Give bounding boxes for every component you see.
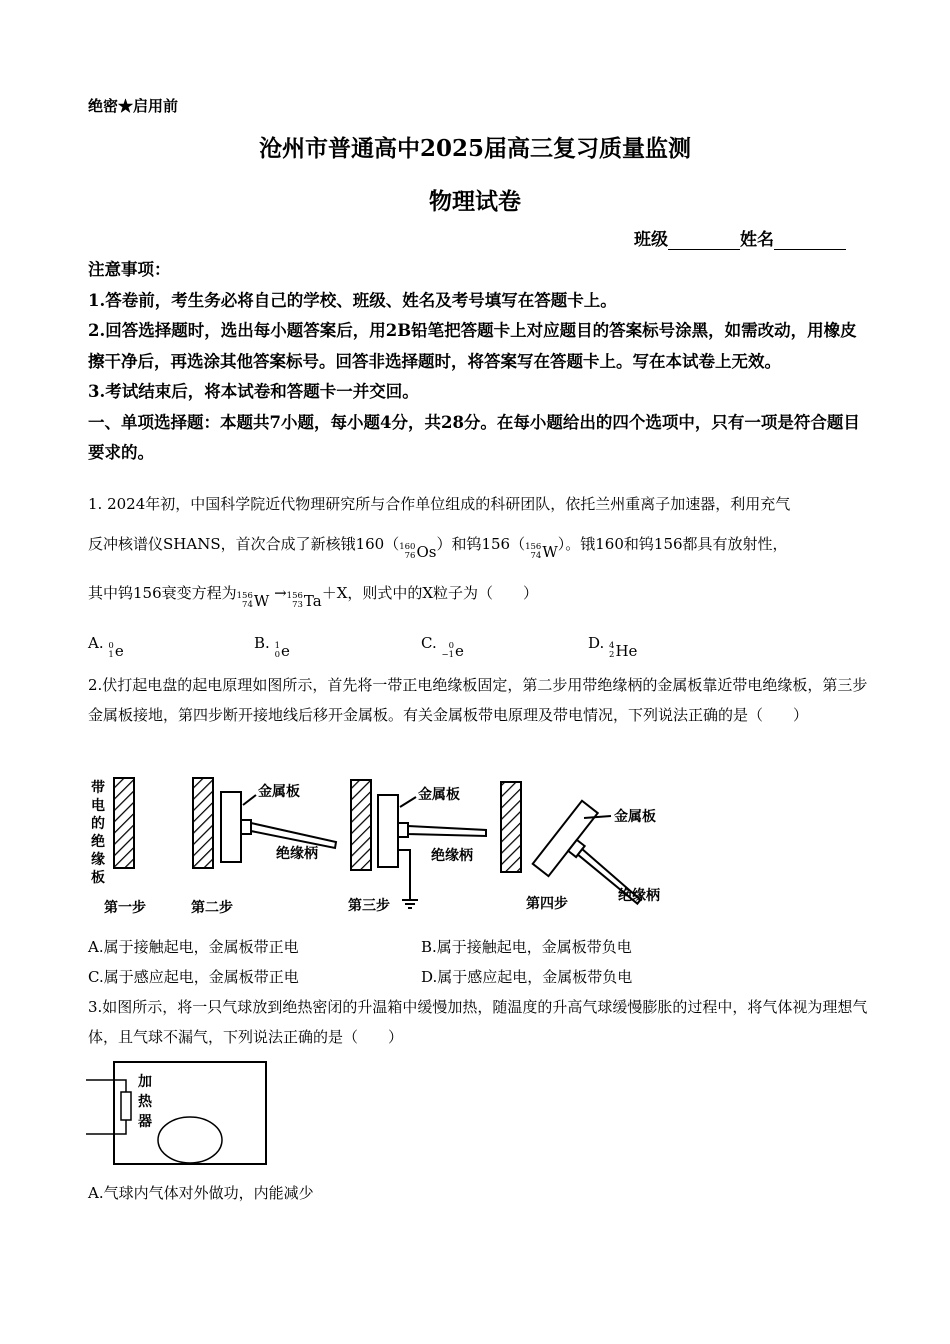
q1-option-a[interactable]: A. 0 1 e (88, 634, 124, 660)
handle-base-3 (398, 823, 408, 837)
exam-title: 沧州市普通高中2025届高三复习质量监测 (258, 135, 691, 162)
metal-label-2: 金属板 (258, 784, 300, 800)
eq-plus-x: ＋X (321, 584, 348, 602)
name-label: 姓名 (740, 230, 774, 250)
insulating-plate-4 (501, 782, 521, 872)
exam-subtitle: 物理试卷 (429, 188, 521, 215)
balloon (158, 1117, 222, 1163)
step-3-label: 第三步 (348, 898, 390, 914)
insulating-plate-2 (193, 778, 213, 868)
step-1-label: 第一步 (104, 900, 146, 916)
q1-option-b[interactable]: B. 1 0 e (254, 634, 290, 660)
q2-option-a[interactable]: A.属于接触起电，金属板带正电 (88, 938, 299, 956)
step-2-label: 第二步 (191, 900, 233, 916)
heater-resistor (121, 1092, 131, 1120)
handle-label-3: 绝缘柄 (431, 848, 473, 864)
heater-label-3: 器 (138, 1114, 152, 1130)
insulating-plate-1 (114, 778, 134, 868)
handle-3 (408, 826, 486, 836)
plate-label-4: 绝 (91, 834, 105, 850)
metal-leader-3 (400, 797, 416, 807)
ground-wire (398, 850, 410, 900)
q1-line3-a: 其中钨156衰变方程为 (88, 584, 237, 602)
q1-option-c[interactable]: C. 0 −1 e (421, 634, 464, 660)
notes-heading: 注意事项： (88, 260, 171, 279)
class-name-line (634, 225, 846, 250)
q1-option-d[interactable]: D. 4 2 He (588, 634, 638, 660)
heater-label-2: 热 (138, 1094, 152, 1110)
class-label: 班级 (634, 230, 668, 250)
notes-item-2: 2.回答选择题时，选出每小题答案后，用2B铅笔把答题卡上对应题目的答案标号涂黑，如需改动，用橡皮擦干净后，再选涂其他答案标号。回答非选择题时，将答案写在答题卡上。写在本试卷上无效。 (88, 321, 857, 371)
name-blank (774, 233, 846, 250)
os-nuclide: 160 76 Os (399, 542, 437, 561)
step-4-label: 第四步 (526, 896, 568, 912)
class-blank (668, 233, 740, 250)
plate-label-5: 缘 (91, 852, 105, 868)
q2-option-d[interactable]: D.属于感应起电，金属板带负电 (421, 968, 633, 986)
metal-plate-2 (221, 792, 241, 862)
plate-label-6: 板 (91, 870, 105, 886)
notes-block (88, 255, 868, 469)
q3-option-a[interactable]: A.气球内气体对外做功，内能减少 (88, 1184, 314, 1202)
q2-figure (86, 770, 686, 920)
handle-2 (251, 823, 336, 848)
metal-leader-2 (243, 795, 256, 805)
heater-label-1: 加 (138, 1074, 152, 1090)
q1-line2-c: ）。锇160和钨156都具有放射性， (557, 535, 788, 553)
q1-line3-b: ，则式中的X粒子为（ ） (347, 584, 539, 602)
q1-line2-b: ）和钨156（ (436, 535, 526, 553)
plate-label-3: 的 (91, 816, 105, 832)
q3-figure (86, 1058, 271, 1170)
eq-ta: 156 73 Ta (286, 591, 322, 610)
notes-item-3: 3.考试结束后，将本试卷和答题卡一并交回。 (88, 382, 419, 401)
w-nuclide: 156 74 W (525, 542, 558, 561)
metal-plate-4 (533, 801, 598, 876)
handle-label-4: 绝缘柄 (618, 888, 660, 904)
handle-base-2 (241, 820, 251, 834)
eq-w: 156 74 W (236, 591, 270, 610)
plate-label-1: 带 (91, 780, 105, 796)
q2-option-c[interactable]: C.属于感应起电，金属板带正电 (88, 968, 299, 986)
q1-line2-a: 反冲核谱仪SHANS，首次合成了新核锇160（ (88, 535, 400, 553)
secret-mark: 绝密★启用前 (88, 97, 179, 115)
heater-wire-bottom (86, 1120, 126, 1134)
heating-box (114, 1062, 266, 1164)
q1-line1: 1. 2024年初，中国科学院近代物理研究所与合作单位组成的科研团队，依托兰州重离子加速器，利用充气 (88, 495, 791, 513)
q1-line2 (88, 529, 868, 567)
q2-stem: 2.伏打起电盘的起电原理如图所示，首先将一带正电绝缘板固定，第二步用带绝缘柄的金属板靠近带电绝缘板，第三步金属板接地，第四步断开接地线后移开金属板。有关金属板带电原理及带电情况，下列说法正确的是（ ） (88, 676, 868, 724)
q2-option-b[interactable]: B.属于接触起电，金属板带负电 (421, 938, 632, 956)
metal-plate-3 (378, 795, 398, 867)
handle-label-2: 绝缘柄 (276, 846, 318, 862)
insulating-plate-3 (351, 780, 371, 870)
eq-arrow: → (274, 584, 287, 602)
heater-wire-top (86, 1080, 126, 1092)
section-heading: 一、单项选择题：本题共7小题，每小题4分，共28分。在每小题给出的四个选项中，只有一项是符合题目要求的。 (88, 412, 860, 462)
q3-stem: 3.如图所示，将一只气球放到绝热密闭的升温箱中缓慢加热，随温度的升高气球缓慢膨胀的过程中，将气体视为理想气体，且气球不漏气，下列说法正确的是（ ） (88, 998, 868, 1046)
q1-line3 (88, 578, 868, 616)
metal-label-4: 金属板 (614, 809, 656, 825)
metal-label-3: 金属板 (418, 787, 460, 803)
notes-item-1: 1.答卷前，考生务必将自己的学校、班级、姓名及考号填写在答题卡上。 (88, 290, 617, 310)
plate-label-2: 电 (91, 798, 105, 814)
